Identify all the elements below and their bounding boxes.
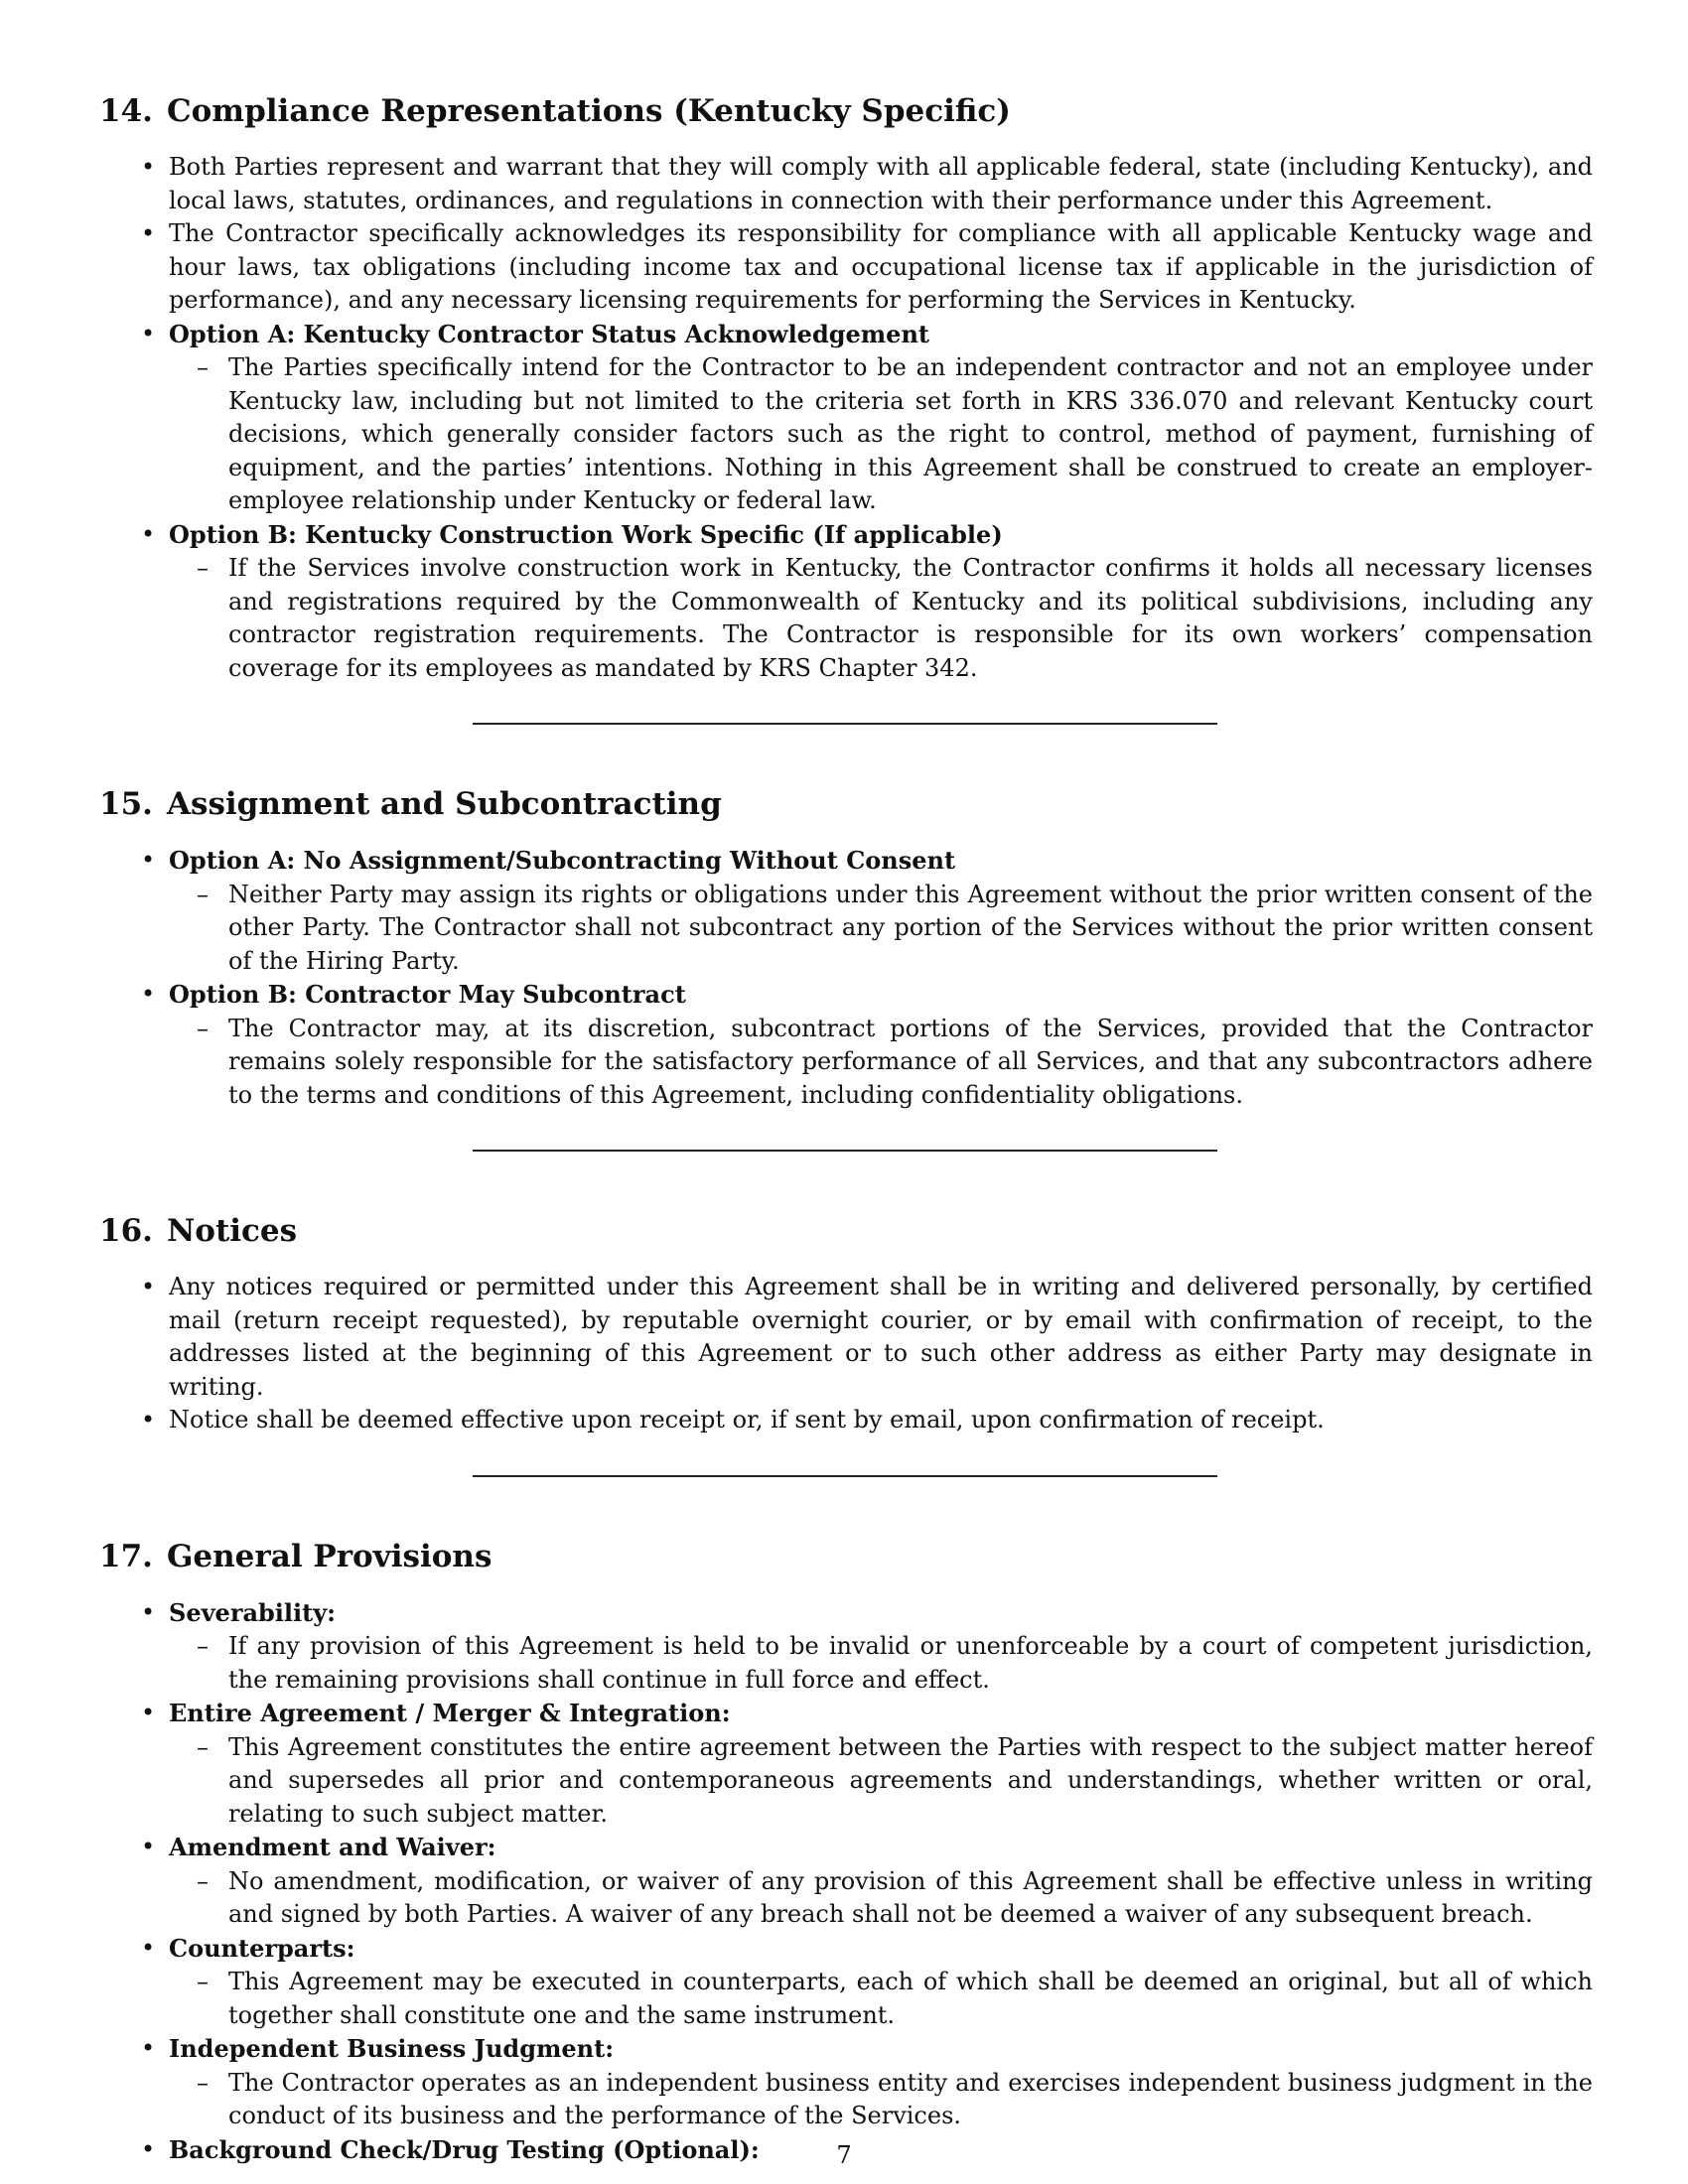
list-item (99, 1932, 1593, 2033)
sub-item-text: If the Services involve construction work in Kentucky, the Contractor confirms it holds all necessary licenses and registrations required by the Commonwealth of Kentucky and its political subdivisions, including any contractor registration requirements. The Contractor is responsible for its own workers’ compensation coverage for its employees as mandated by KRS Chapter 342. (228, 554, 1593, 682)
sub-item-text: No amendment, modification, or waiver of any provision of this Agreement shall be effective unless in writing and signed by both Parties. A waiver of any breach shall not be deemed a waiver of any subsequent breach. (228, 1866, 1593, 1928)
sub-item-text: If any provision of this Agreement is held to be invalid or unenforceable by a court of competent jurisdiction, the remaining provisions shall continue in full force and effect. (228, 1632, 1593, 1694)
sub-item-text: This Agreement constitutes the entire agreement between the Parties with respect to the subject matter hereof and supersedes all prior and contemporaneous agreements and understandings, whether written or oral, relating to such subject matter. (228, 1732, 1593, 1828)
list-item (99, 1596, 1593, 1698)
bullet-icon: • (141, 846, 156, 874)
bullet-icon: • (141, 1597, 156, 1626)
sub-list (169, 1966, 1593, 2032)
dash-icon: – (197, 554, 209, 582)
section-16 (99, 1211, 1593, 1437)
sub-item-text: Neither Party may assign its rights or obligations under this Agreement without the prior written consent of the other Party. The Contractor shall not subcontract any portion of the Services without the prior written consent of the Hiring Party. (228, 880, 1593, 975)
bullet-icon: • (141, 2134, 156, 2163)
bullet-icon: • (141, 219, 156, 247)
provision-label: Amendment and Waiver: (169, 1833, 496, 1861)
sub-item (169, 879, 1593, 979)
sub-item (169, 1966, 1593, 2032)
sub-item (169, 2067, 1593, 2133)
provision-label: Independent Business Judgment: (169, 2034, 615, 2063)
provision-label: Counterparts: (169, 1933, 355, 1963)
section-17 (99, 1537, 1593, 2168)
sub-list (169, 1013, 1593, 1113)
dash-icon: – (197, 1968, 209, 1995)
section-heading (99, 784, 1593, 824)
dash-icon: – (197, 353, 209, 381)
option-label: Option B: Kentucky Construction Work Specific (If applicable) (169, 519, 1003, 549)
dash-icon: – (197, 2068, 209, 2097)
option-label: Option A: No Assignment/Subcontracting Without Consent (169, 846, 956, 875)
sub-item (169, 1865, 1593, 1932)
dash-icon: – (197, 1866, 209, 1895)
bullet-list (99, 151, 1593, 685)
sub-list (169, 552, 1593, 685)
sub-list (169, 1865, 1593, 1932)
section-14 (99, 91, 1593, 685)
item-text: The Contractor specifically acknowledges its responsibility for compliance with all applicable Kentucky wage and hour laws, tax obligations (including income tax and occupational license tax if applicable in the jurisdiction of performance), and any necessary licensing requirements for performing the Services in Kentucky. (169, 219, 1593, 314)
list-item (99, 217, 1593, 318)
sub-item (169, 1731, 1593, 1832)
section-heading (99, 91, 1593, 131)
list-item (99, 1697, 1593, 1831)
section-title: Notices (166, 1213, 298, 1249)
document-page (99, 91, 1593, 2167)
bullet-list (99, 1271, 1593, 1437)
bullet-icon: • (141, 2034, 156, 2062)
bullet-icon: • (141, 1933, 156, 1962)
item-text: Notice shall be deemed effective upon receipt or, if sent by email, upon confirmation of receipt. (169, 1406, 1325, 1433)
bullet-icon: • (141, 1406, 156, 1433)
section-15 (99, 784, 1593, 1112)
list-item (99, 518, 1593, 686)
bullet-icon: • (141, 519, 156, 548)
bullet-list (99, 844, 1593, 1112)
section-divider (473, 1475, 1217, 1477)
option-label: Option A: Kentucky Contractor Status Acknowledgement (169, 319, 929, 348)
provision-label: Entire Agreement / Merger & Integration: (169, 1699, 731, 1727)
dash-icon: – (197, 1632, 209, 1660)
section-number: 16. (99, 1213, 153, 1249)
provision-label: Background Check/Drug Testing (Optional): (169, 2134, 760, 2164)
sub-item-text: The Parties specifically intend for the Contractor to be an independent contractor and not an employee under Kentucky law, including but not limited to the criteria set forth in KRS 336.070 and relevant Kentucky court decisions, which generally consider factors such as the right to control, method of payment, furnishing of equipment, and the parties’ intentions. Nothing in this Agreement shall be construed to create an employer-employee relationship under Kentucky or federal law. (228, 353, 1593, 514)
sub-item-text: The Contractor operates as an independent business entity and exercises independent business judgment in the conduct of its business and the performance of the Services. (228, 2068, 1593, 2129)
sub-list (169, 879, 1593, 979)
dash-icon: – (197, 1014, 209, 1042)
list-item (99, 1831, 1593, 1932)
bullet-icon: • (141, 1273, 156, 1300)
section-divider (473, 723, 1217, 725)
section-divider (473, 1150, 1217, 1152)
item-text: Any notices required or permitted under this Agreement shall be in writing and delivered personally, by certified mail (return receipt requested), by reputable overnight courier, or by email with confirmation of receipt, to the addresses listed at the beginning of this Agreement or to such other address as either Party may designate in writing. (169, 1273, 1593, 1401)
section-number: 14. (99, 93, 153, 129)
provision-label: Severability: (169, 1597, 337, 1627)
sub-item (169, 1630, 1593, 1697)
list-item (99, 318, 1593, 518)
list-item (99, 2032, 1593, 2133)
list-item (99, 844, 1593, 978)
section-number: 17. (99, 1538, 153, 1574)
section-title: General Provisions (166, 1538, 492, 1574)
bullet-icon: • (141, 1833, 156, 1860)
dash-icon: – (197, 1732, 209, 1761)
option-label: Option B: Contractor May Subcontract (169, 980, 686, 1009)
sub-item-text: This Agreement may be executed in counterparts, each of which shall be deemed an original, but all of which together shall constitute one and the same instrument. (228, 1968, 1593, 2029)
sub-item-text: The Contractor may, at its discretion, subcontract portions of the Services, provided that the Contractor remains solely responsible for the satisfactory performance of all Services, and that any subcontractors adhere to the terms and conditions of this Agreement, including confidentiality obligations. (228, 1014, 1593, 1109)
list-item (99, 151, 1593, 217)
section-title: Compliance Representations (Kentucky Specific) (166, 93, 1011, 129)
sub-item (169, 1013, 1593, 1113)
list-item (99, 1271, 1593, 1404)
list-item (99, 1404, 1593, 1437)
bullet-icon: • (141, 980, 156, 1008)
bullet-list (99, 1596, 1593, 2168)
section-title: Assignment and Subcontracting (166, 786, 722, 822)
bullet-icon: • (141, 153, 156, 181)
sub-list (169, 2067, 1593, 2133)
section-number: 15. (99, 786, 153, 822)
section-heading (99, 1211, 1593, 1251)
list-item (99, 978, 1593, 1112)
bullet-icon: • (141, 1699, 156, 1726)
bullet-icon: • (141, 319, 156, 347)
sub-list (169, 351, 1593, 518)
sub-list (169, 1630, 1593, 1697)
dash-icon: – (197, 880, 209, 908)
sub-item (169, 552, 1593, 685)
page-number: 7 (836, 2141, 852, 2169)
sub-list (169, 1731, 1593, 1832)
item-text: Both Parties represent and warrant that they will comply with all applicable federal, state (including Kentucky), and local laws, statutes, ordinances, and regulations in connection with their performance under this Agreement. (169, 153, 1593, 214)
section-heading (99, 1537, 1593, 1576)
sub-item (169, 351, 1593, 518)
